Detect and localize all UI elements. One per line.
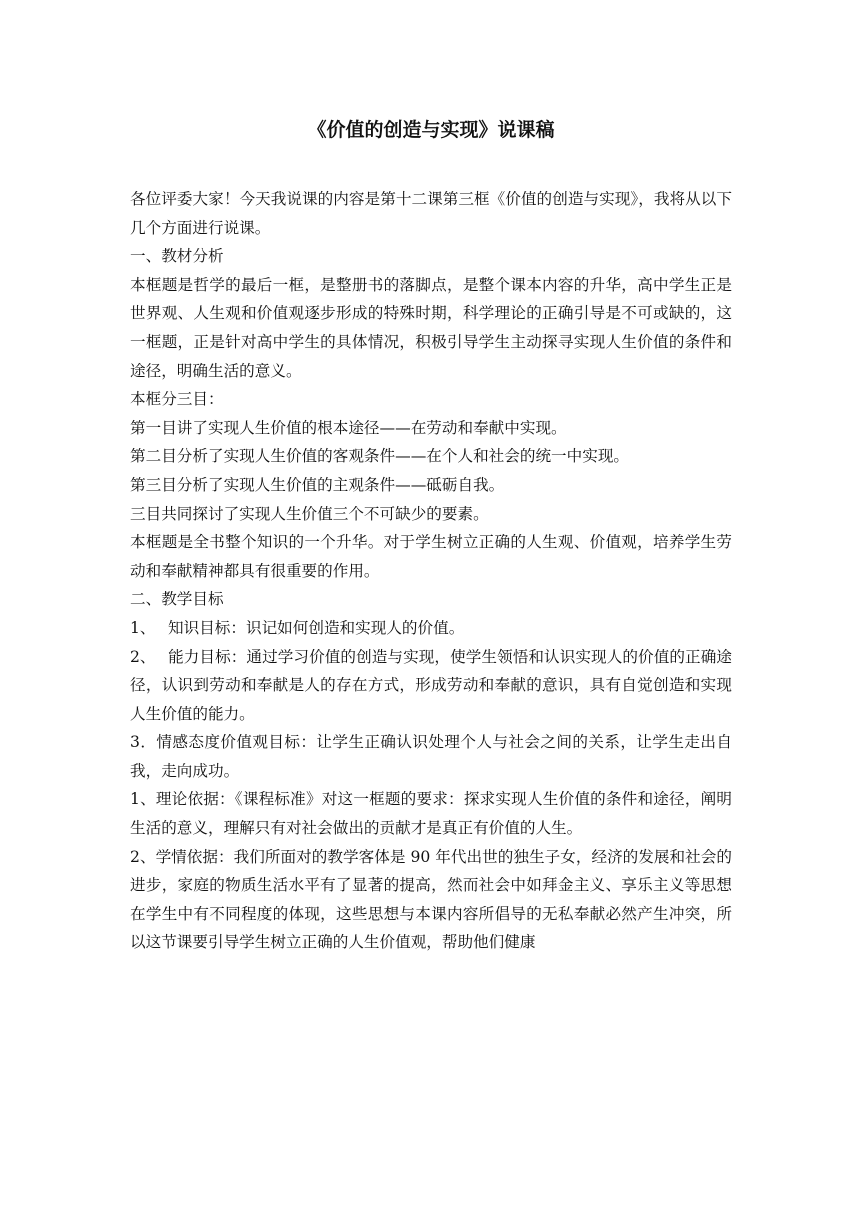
list-item-ability-goal: [130, 643, 732, 729]
paragraph-theory-basis: 1、理论依据：《课程标准》对这一框题的要求：探求实现人生价值的条件和途径，阐明生活的意义，理解只有对社会做出的贡献才是真正有价值的人生。: [130, 790, 732, 838]
list-item-knowledge-goal: [130, 614, 732, 643]
paragraph-section-two: 第二目分析了实现人生价值的客观条件——在个人和社会的统一中实现。: [130, 447, 630, 466]
list-item-text: 能力目标：通过学习价值的创造与实现，使学生领悟和认识实现人的价值的正确途径，认识到劳动和奉献是人的存在方式，形成劳动和奉献的意识，具有自觉创造和实现人生价值的能力。: [130, 647, 732, 723]
heading-textbook-analysis: 一、教材分析: [130, 247, 224, 266]
heading-teaching-goals: 二、教学目标: [130, 590, 224, 609]
paragraph-textbook-analysis: 本框题是哲学的最后一框，是整册书的落脚点，是整个课本内容的升华，高中学生正是世界观、人生观和价值观逐步形成的特殊时期，科学理论的正确引导是不可或缺的，这一框题，正是针对高中学生的具体情况，积极引导学生主动探寻实现人生价值的条件和途径，明确生活的意义。: [130, 275, 732, 380]
paragraph-emotion-goal: 3．情感态度价值观目标：让学生正确认识处理个人与社会之间的关系，让学生走出自我，走向成功。: [130, 733, 732, 780]
list-number: 1、: [130, 618, 156, 637]
paragraph-student-basis: 2、学情依据：我们所面对的教学客体是 90 年代出世的独生子女，经济的发展和社会的进步，家庭的物质生活水平有了显著的提高，然而社会中如拜金主义、享乐主义等思想在学生中有不同程度的体现，这些思想与本课内容所倡导的无私奉献必然产生冲突，所以这节课要引导学生树立正确的人生价值观，帮助他们健康: [130, 847, 732, 952]
paragraph-sublimation: 本框题是全书整个知识的一个升华。对于学生树立正确的人生观、价值观，培养学生劳动和奉献精神都具有很重要的作用。: [130, 533, 732, 580]
list-item-text: 知识目标：识记如何创造和实现人的价值。: [168, 618, 465, 637]
list-number: 2、: [130, 647, 156, 666]
paragraph-three-sections: 本框分三目：: [130, 390, 224, 409]
document-title: 《价值的创造与实现》说课稿: [307, 119, 555, 141]
paragraph-section-three: 第三目分析了实现人生价值的主观条件——砥砺自我。: [130, 475, 505, 494]
paragraph-section-one: 第一目讲了实现人生价值的根本途径——在劳动和奉献中实现。: [130, 418, 567, 437]
paragraph-intro: 各位评委大家！今天我说课的内容是第十二课第三框《价值的创造与实现》，我将从以下几个方面进行说课。: [130, 190, 732, 237]
paragraph-sections-summary: 三目共同探讨了实现人生价值三个不可缺少的要素。: [130, 504, 489, 523]
document-body: [130, 185, 732, 957]
